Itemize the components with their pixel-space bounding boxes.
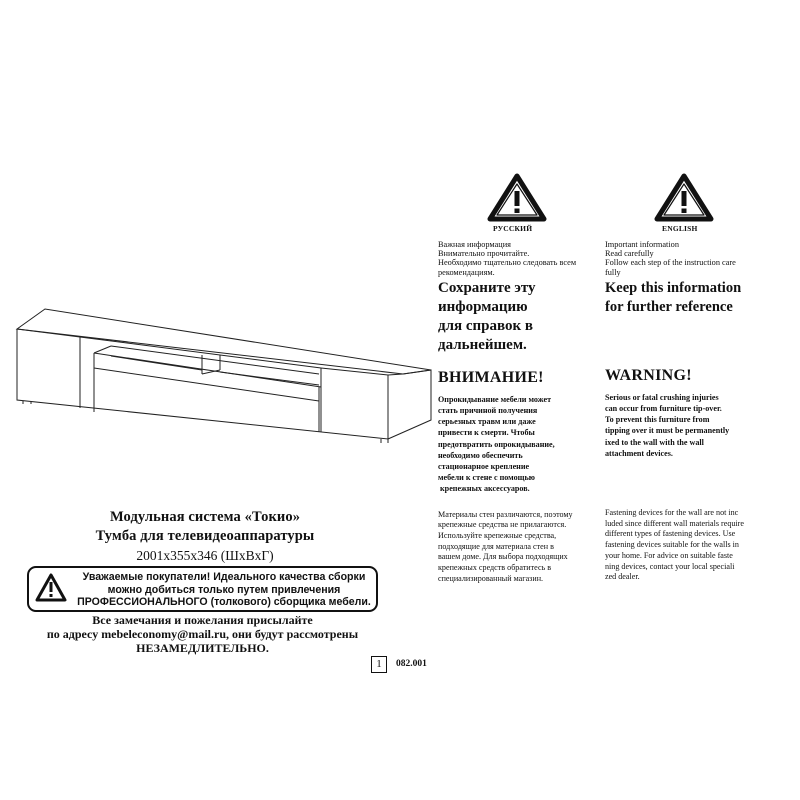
product-subtitle: Тумба для телевидеоаппаратуры <box>95 528 315 544</box>
warning-title: ВНИМАНИЕ! <box>438 368 544 386</box>
feedback-text: Все замечания и пожелания присылайте по адресу mebeleconomy@mail.ru, они будут рассмотрены НЕЗАМЕДЛИТЕЛЬНО. <box>46 613 359 655</box>
warning-icon <box>34 572 68 604</box>
warning-text: Serious or fatal crushing injuries can occur from furniture tip-over. To prevent this furniture from tipping over it must be permanently ixed to the wall with the wall attachment devices. <box>605 392 730 458</box>
language-label: РУССКИЙ <box>493 224 533 233</box>
keep-info-heading: Сохраните эту информацию для справок в дальнейшем. <box>438 279 536 353</box>
english-column <box>605 172 765 583</box>
page-number: 1 <box>371 656 387 673</box>
product-heading <box>40 508 370 565</box>
warning-icon <box>653 172 715 224</box>
language-label: ENGLISH <box>662 224 698 233</box>
important-info: Важная информация Внимательно прочитайте. Необходимо тщательно следовать всем рекомендациям. <box>438 240 577 277</box>
assembly-notice-box <box>27 566 378 612</box>
wall-fastening-text: Fastening devices for the wall are not inc luded since different wall materials require different types of fastening devices. Use fastening devices suitable for the walls in your home. For advice on suitable faste ning devices, contact your local speciali zed dealer. <box>605 508 744 582</box>
product-title: Модульная система «Токио» <box>109 509 301 525</box>
document-code: 082.001 <box>396 659 427 669</box>
russian-column <box>438 172 598 585</box>
warning-text: Опрокидывание мебели может стать причиной получения серьезных травм или даже привести к смерти. Чтобы предотвратить опрокидывание, необходимо обеспечить стационарное крепление мебели к стене с помощью крепежных аксессуаров. <box>438 394 555 494</box>
wall-fastening-text: Материалы стен различаются, поэтому крепежные средства не прилагаются. Используйте крепежные средства, подходящие для материала стен в вашем доме. Для выбора подходящих крепежных средств обратитесь в специализированный магазин. <box>438 509 573 583</box>
assembly-notice-text: Уважаемые покупатели! Идеального качества сборки можно добиться только путем привлечения ПРОФЕССИОНАЛЬНОГО (толкового) сборщика мебели. <box>77 571 371 609</box>
product-dimensions: 2001x355x346 (ШxВxГ) <box>136 548 274 563</box>
warning-icon <box>486 172 548 224</box>
important-info: Important information Read carefully Follow each step of the instruction care fully <box>605 240 736 277</box>
warning-title: WARNING! <box>605 366 692 384</box>
keep-info-heading: Keep this information for further reference <box>605 279 742 315</box>
tv-stand-drawing <box>14 300 434 450</box>
